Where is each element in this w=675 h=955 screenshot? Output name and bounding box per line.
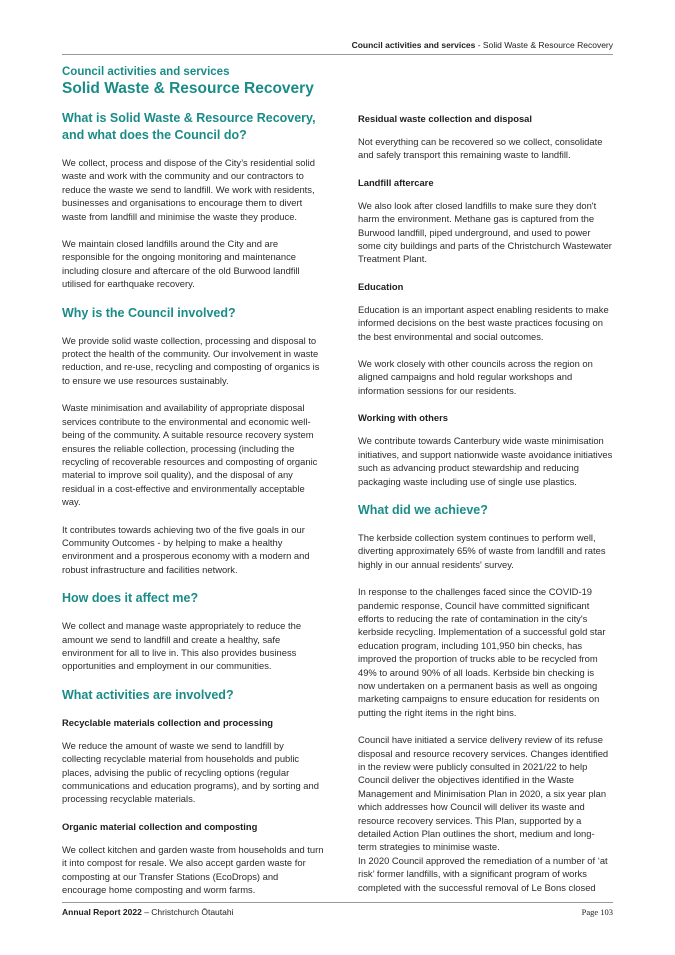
heading-activities: What activities are involved? xyxy=(62,687,234,702)
paragraph: Education is an important aspect enabling residents to make informed decisions on the best waste practices focusing on the best environmental and social outcomes. xyxy=(358,303,609,342)
heading-achieve: What did we achieve? xyxy=(358,502,488,517)
subheading-landfill: Landfill aftercare xyxy=(358,176,434,188)
subheading-recyclable: Recyclable materials collection and processing xyxy=(62,716,274,728)
paragraph: We provide solid waste collection, processing and disposal to protect the health of the community. Our involvement in waste reduction, and re-use, recycling and composting of organics is to ensure we use resources sustainably. xyxy=(62,334,320,386)
heading-affect: How does it affect me? xyxy=(62,591,199,606)
subheading-residual: Residual waste collection and disposal xyxy=(358,113,533,124)
footer-publication xyxy=(62,907,233,917)
paragraph: It contributes towards achieving two of the five goals in our Community Outcomes - by helping to make a healthy environment and a prosperous economy with a modern and robust infrastructure and facilities network. xyxy=(62,523,310,575)
subheading-working: Working with others xyxy=(358,412,448,424)
paragraph: We work closely with other councils across the region on aligned campaigns and hold regular workshops and information sessions for our residents. xyxy=(358,358,593,396)
paragraph: We reduce the amount of waste we send to landfill by collecting recyclable material from households and public places, advising the public of recycling options (regular communications and education programs), and by sorting and processing recyclable materials. xyxy=(62,739,319,805)
paragraph: We collect kitchen and garden waste from households and turn it into compost for resale. We also accept garden waste for composting at our Transfer Stations (EcoDrops) and encourage home composting and worm farms. xyxy=(62,843,324,896)
running-head xyxy=(352,40,613,50)
paragraph: We collect and manage waste appropriately to reduce the amount we send to landfill and create a healthy, safe environment for all to live in. This also provides business opportunities and employment in our communities. xyxy=(62,620,302,672)
subheading-education: Education xyxy=(358,280,404,292)
right-column xyxy=(358,112,613,894)
footer-rule xyxy=(62,902,613,903)
paragraph: We collect, process and dispose of the City’s residential solid waste and work with the community and our contractors to reduce the waste we send to landfill. We work with residents, businesses and organisations to encourage them to divert waste from landfill and minimise the waste they produce. xyxy=(62,157,315,222)
running-head-topic: - Solid Waste & Resource Recovery xyxy=(475,40,613,50)
section-kicker: Council activities and services xyxy=(62,66,230,78)
paragraph: Council have initiated a service delivery review of its refuse disposal and resource recovery services. Changes identified in the review were publicly consulted in 2021/22 to help Council deliver the objectives identified in the Waste Management and Minimisation Plan in 2020, a six year plan which addresses how Council will deliver its waste and resource recovery services. This Plan, supported by a detailed Action Plan outlines the short, medium and long-term strategies to minimise waste. xyxy=(358,734,609,853)
paragraph: We also look after closed landfills to make sure they don't harm the environment. Methane gas is captured from the Burwood landfill, piped underground, and used to power some city buildings and parts of the Christchurch Wastewater Treatment Plant. xyxy=(358,199,612,265)
paragraph: We maintain closed landfills around the City and are responsible for the ongoing monitoring and maintenance including closure and aftercare of the old Burwood landfill utilised for earthquake recovery. xyxy=(62,238,300,290)
page-title: Solid Waste & Resource Recovery xyxy=(62,80,314,97)
paragraph: Not everything can be recovered so we collect, consolidate and safely transport this remaining waste to landfill. xyxy=(358,136,603,161)
running-head-section: Council activities and services xyxy=(351,40,476,50)
footer-report-title: Annual Report 2022 xyxy=(62,907,142,917)
page-number: Page 103 xyxy=(581,907,613,917)
subheading-organic: Organic material collection and composting xyxy=(62,820,258,832)
heading-why: Why is the Council involved? xyxy=(62,305,236,320)
header-rule xyxy=(62,54,613,55)
paragraph: In 2020 Council approved the remediation of a number of ‘at risk’ former landfills, with a significant program of works completed with the successful removal of Le Bons closed xyxy=(358,854,608,893)
paragraph: Waste minimisation and availability of appropriate disposal services contribute to the environmental and economic well-being of the community. A suitable resource recovery system ensures the reliable collection, processing (including the recycling of recoverable resources and composting of organic material to improve soil quality), and the disposal of any residual in a cost-effective and environmentally acceptable way. xyxy=(62,402,318,508)
left-column xyxy=(62,110,324,896)
heading-what: What is Solid Waste & Resource Recovery, and what does the Council do? xyxy=(62,111,316,142)
paragraph: In response to the challenges faced since the COVID-19 pandemic response, Council have committed significant efforts to reducing the rate of contamination in the city's kerbside recycling. Implementation of a successful gold star education program, including 101,950 bin checks, has improved the proportion of trucks able to be recycled from 49% to around 90% of all loads. Kerbside bin checking is now undertaken on a permanent basis as well as ongoing marketing campaigns to ensure education for residents on putting the right items in the right bins. xyxy=(358,586,606,718)
paragraph: The kerbside collection system continues to perform well, diverting approximately 65% of waste from landfill and rates highly in our annual residents' survey. xyxy=(358,531,606,570)
paragraph: We contribute towards Canterbury wide waste minimisation initiatives, and support nationwide waste avoidance initiatives such as advancing product stewardship and reducing packaging waste including use of single use plastics. xyxy=(358,435,613,487)
footer-city: – Christchurch Ōtautahi xyxy=(141,907,234,917)
